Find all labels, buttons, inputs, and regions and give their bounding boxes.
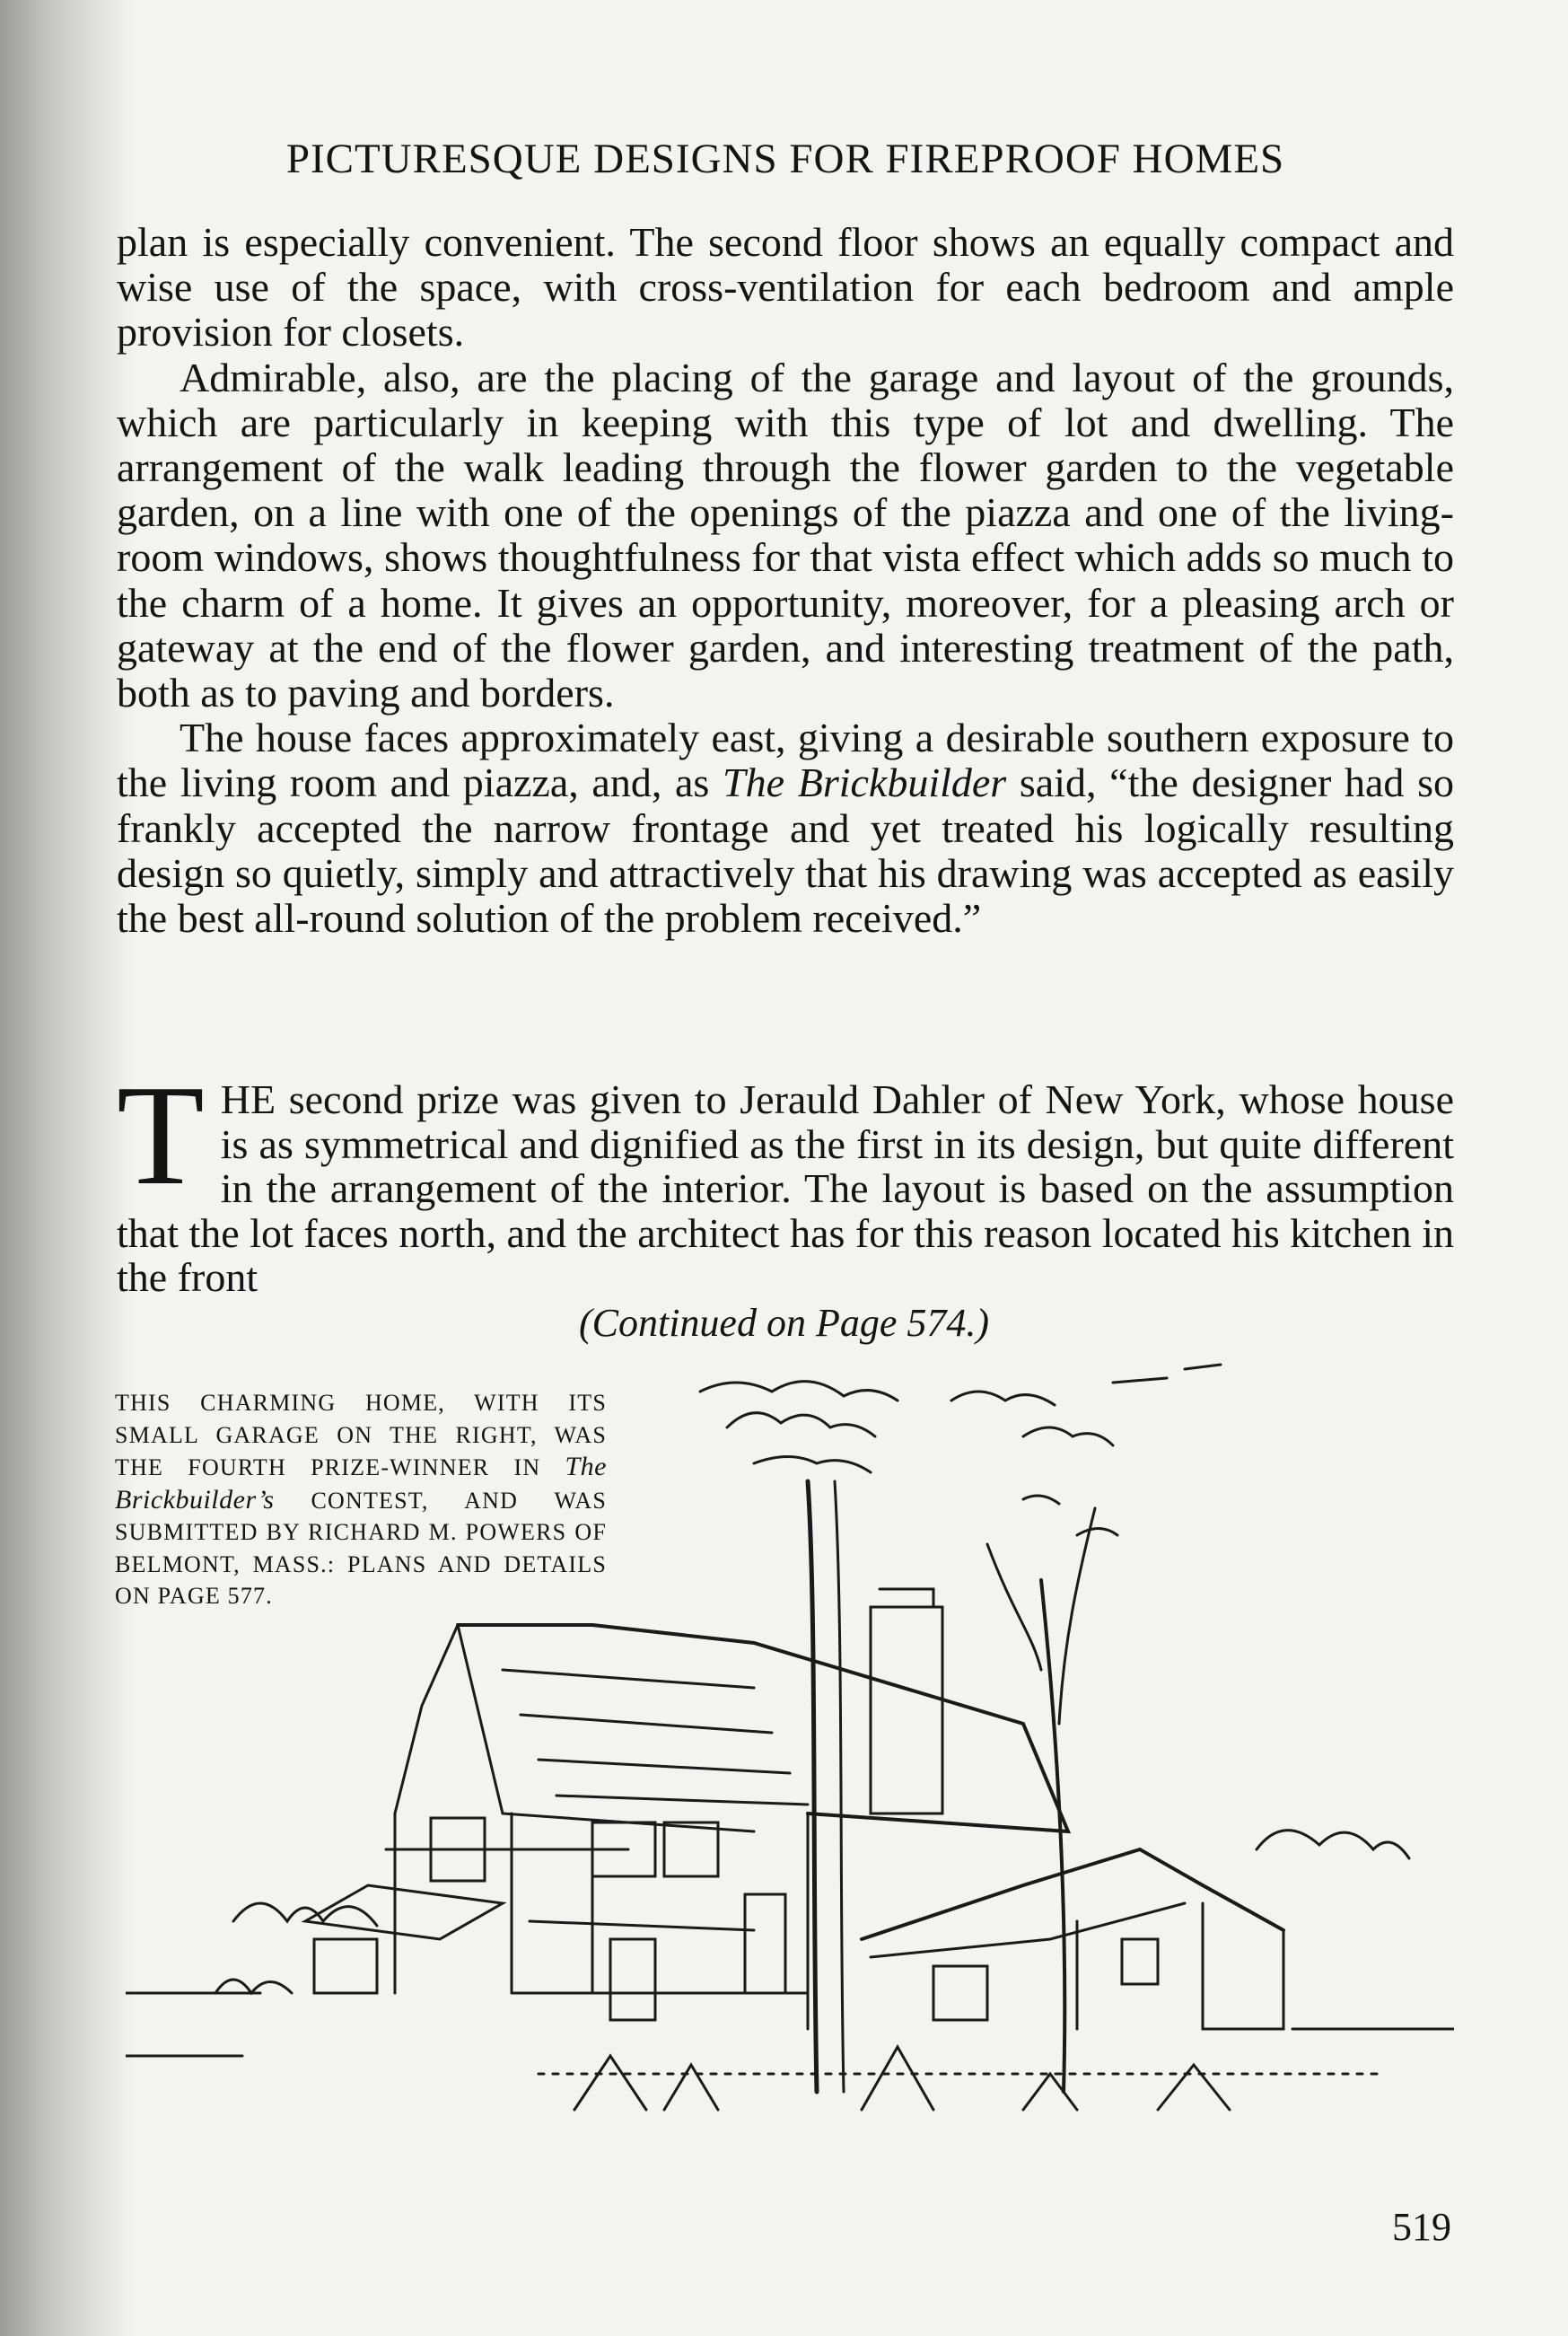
article-body xyxy=(117,220,1454,941)
paragraph-3 xyxy=(117,716,1454,941)
running-head: PICTURESQUE DESIGNS FOR FIREPROOF HOMES xyxy=(285,136,1285,182)
caption-text-a: THIS CHARMING HOME, WITH ITS SMALL GARAGE ON THE RIGHT, WAS THE FOURTH PRIZE-WINNER IN xyxy=(115,1390,607,1480)
caption-publication: The Brickbuilder’s xyxy=(115,1452,607,1515)
tree-trunk-right xyxy=(1041,1580,1064,2092)
paragraph-3-text-b: said, “the designer had so frankly accepted the narrow frontage and yet treated his logically resulting design so quietly, simply and attractively that his drawing was accepted as easily the best all-round solution of the problem received.” xyxy=(117,760,1454,942)
page-number: 519 xyxy=(1392,2205,1451,2249)
paragraph-2: Admirable, also, are the placing of the garage and layout of the grounds, which are particularly in keeping with this type of lot and dwelling. The arrangement of the walk leading through the flower garden to the vegetable garden, on a line with one of the openings of the piazza and one of the living-room windows, shows thoughtfulness for that vista effect which adds so much to the charm of a home. It gives an opportunity, moreover, for a pleasing arch or gateway at the end of the flower garden, and interesting treatment of the path, both as to paving and borders. xyxy=(117,354,1454,716)
garage-window xyxy=(933,1966,987,2020)
illustration-caption xyxy=(115,1387,607,1612)
caption-text-b: CONTEST, AND WAS SUBMITTED BY RICHARD M. POWERS OF BELMONT, MASS.: PLANS AND DETAILS ON PAGE 577. xyxy=(115,1487,607,1609)
drop-cap: T xyxy=(117,1055,205,1215)
chimney xyxy=(871,1607,942,1813)
page-gutter-shadow xyxy=(0,0,135,2336)
continued-notice: (Continued on Page 574.) xyxy=(578,1301,990,1345)
window-tall xyxy=(745,1894,785,1993)
garage-roof xyxy=(862,1849,1283,1939)
second-prize-section xyxy=(117,1055,1454,1300)
publication-title: The Brickbuilder xyxy=(723,760,1007,806)
paragraph-1: plan is especially convenient. The second floor shows an equally compact and wise use of the space, with cross-ventilation for each bedroom and ample provision for closets. xyxy=(117,219,1454,356)
paragraph-4: HE second prize was given to Jerauld Dahler of New York, whose house is as symmetrical and dignified as the first in its design, but quite different in the arrangement of the interior. The layout is based on the assumption that the lot faces north, and the architect has for this reason located his kitchen in the front xyxy=(117,1076,1454,1300)
main-roof xyxy=(458,1625,1068,1831)
paragraph-3-text-a: The house faces approximately east, giving a desirable southern exposure to the living room and piazza, and, as xyxy=(117,715,1454,806)
